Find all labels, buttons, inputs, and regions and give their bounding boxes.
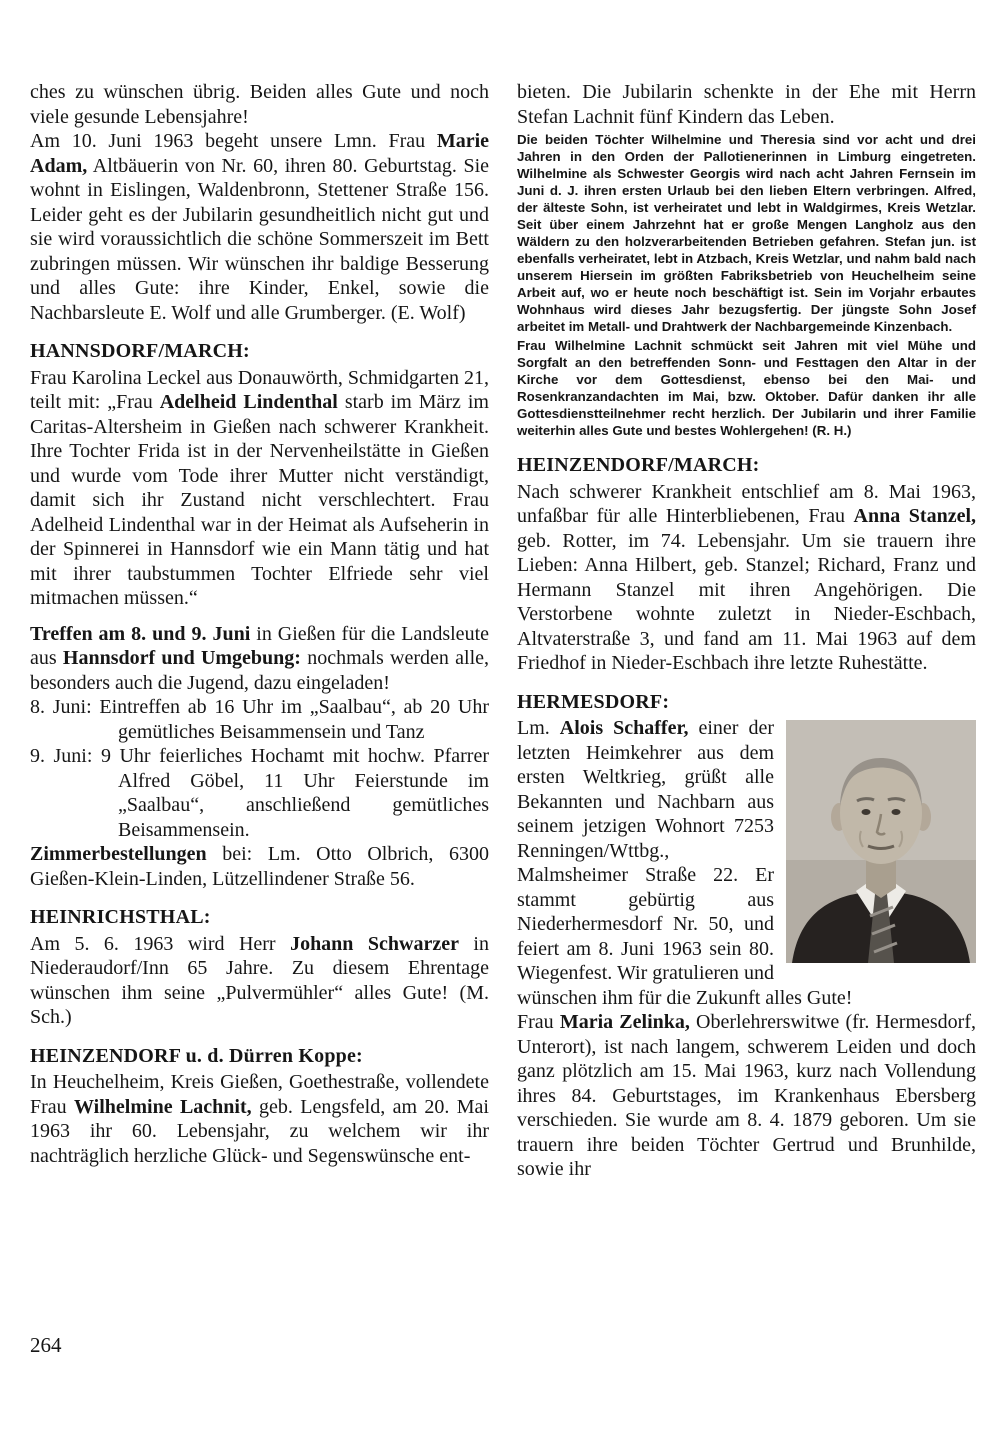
bold-text-run: Hannsdorf und Umgebung: <box>62 647 301 669</box>
text-run: Frau <box>517 1011 560 1033</box>
text-run: Lm. <box>517 717 560 739</box>
schedule-item-9-juni <box>30 744 489 842</box>
paragraph-anna-stanzel <box>517 480 976 676</box>
schedule-item-8-juni <box>30 695 489 744</box>
paragraph-maria-zelinka <box>517 1010 976 1182</box>
paragraph-lachnit-altar <box>517 337 976 439</box>
bold-text-run: HERMESDORF: <box>517 690 670 713</box>
bold-text-run: HANNSDORF/MARCH: <box>30 340 250 362</box>
text-run: Altbäuerin von Nr. 60, ihren 80. Geburtstag. Sie wohnt in Eislingen, Waldenbronn, Stettener Straße 156. Leider geht es der Jubilarin gesundheitlich nicht gut und sie wird voraussichtlich die schöne Sommerszeit im Bett zubringen müssen. Wir wünschen ihr baldige Besserung und alles Gute: ihre Kinder, Enkel, sowie die Nachbarsleute E. Wolf und alle Grumberger. (E. Wolf) <box>30 154 489 324</box>
text-run: Frau Karolina Leckel aus Donauwörth, Schmidgarten 21, teilt mit: „Frau <box>30 366 489 413</box>
elderly-man-portrait-image <box>786 720 976 963</box>
bold-text-run: Zimmerbestellungen <box>30 843 207 865</box>
text-run: Nach schwerer Krankheit entschlief am 8. Mai 1963, unfaßbar für alle Hinterbliebenen, Frau <box>517 480 976 527</box>
text-run: bieten. Die Jubilarin schenkte in der Ehe mit Herrn Stefan Lachnit fünf Kindern das Leben. <box>517 81 976 128</box>
page-number: 264 <box>30 1333 62 1357</box>
bold-text-run: Marie Adam, <box>30 130 489 177</box>
text-run: Am 5. 6. 1963 wird Herr <box>30 932 291 955</box>
bold-text-run: Maria Zelinka, <box>559 1011 690 1033</box>
paragraph-wilhelmine-lachnit <box>30 1070 489 1168</box>
bold-text-run: Anna Stanzel, <box>853 505 977 527</box>
text-run: Die beiden Töchter Wilhelmine und Theresia sind vor acht und drei Jahren in den Orden der Pallotienerinnen in Limburg eingetreten. Wilhelmine als Schwester Georgis wird nach acht Jahren Fernsein im Juni d. J. ihren ersten Urlaub bei den lieben Eltern verbringen. Alfred, der älteste Sohn, ist verheiratet und lebt in Waldgirmes, Kreis Wetzlar. Seit über einem Jahrzehnt hat er große Mengen Langholz aus den Wäldern zu den holzverarbeitenden Betrieben gefahren. Stefan jun. ist ebenfalls verheiratet, lebt in Atzbach, Kreis Wetzlar, und nahm bald nach unserem Hiersein im größten Fabriksbetrieb von Heuchelheim seine Arbeit auf, wo er heute noch beschäftigt ist. Sein im Vorjahr erbautes Wohnhaus wird dieses Jahr bezugsfertig. Der jüngste Sohn Josef arbeitet im Metall- und Drahtwerk der Nachbargemeinde Kinzenbach. <box>517 132 976 334</box>
two-column-layout <box>30 80 976 1182</box>
bold-text-run: HEINZENDORF/MARCH: <box>517 454 760 476</box>
section-heading-hannsdorf-march <box>30 339 489 364</box>
text-run: Frau Wilhelmine Lachnit schmückt seit Jahren mit viel Mühe und Sorgfalt an den betreffenden Sonn- und Festtagen den Altar in der Kirche vor dem Gottesdienst, ebenso bei den Mai- und Rosenkranzandachten im Mai, bzw. Oktober. Dafür danken ihr alle Gottesdienstteilnehmer recht herzlich. Der Jubilarin und ihrer Familie weiterhin alles Gute und bestes Wohlergehen! (R. H.) <box>517 338 976 438</box>
paragraph-continuation <box>30 80 489 129</box>
text-run: in Niederaudorf/Inn 65 Jahre. Zu diesem Ehrentage wünschen ihm seine „Pulvermühler“ alles Gute! (M. Sch.) <box>30 932 489 1028</box>
text-run: starb im März im Caritas-Altersheim in Gießen nach schwerer Krankheit. Ihre Tochter Frida ist in der Nervenheilstätte in Gießen und wurde vom Tode ihrer Mutter nicht verständigt, damit sich ihr Zustand nicht verschlechtert. Frau Adelheid Lindenthal war in der Heimat als Aufseherin in der Spinnerei in Hannsdorf wie ein Mann tätig und hat mit ihrer taubstummen Tochter Elfriede sehr viel mitmachen müssen.“ <box>30 391 489 609</box>
right-column <box>517 80 976 1182</box>
left-column <box>30 80 489 1182</box>
paragraph-johann-schwarzer <box>30 932 489 1030</box>
paragraph-bieten-fortsetzung <box>517 80 976 129</box>
text-run: Oberlehrerswitwe (fr. Hermesdorf, Unterort), ist nach langem, schwerem Leiden und doch ganz plötzlich am 15. Mai 1963, kurz nach Vollendung ihres 84. Geburtstages, im Krankenhaus Ebersberg verschieden. Sie wurde am 8. 4. 1879 geboren. Um sie trauern ihre beiden Töchter Gertrud und Brunhilde, sowie ihr <box>517 1011 977 1180</box>
bold-text-run: HEINRICHSTHAL: <box>30 906 211 928</box>
bold-text-run: Johann Schwarzer <box>290 932 459 955</box>
bold-text-run: Adelheid Lindenthal <box>159 391 338 413</box>
section-heading-heinrichsthal <box>30 905 489 930</box>
section-heading-heinzendorf-march <box>517 453 976 478</box>
text-run: 9. Juni: 9 Uhr feierliches Hochamt mit hochw. Pfarrer Alfred Göbel, 11 Uhr Feierstunde im „Saalbau“, anschließend gemütliches Beisammensein. <box>30 745 489 841</box>
paragraph-zimmerbestellungen <box>30 842 489 891</box>
paragraph-marie-adam <box>30 129 489 325</box>
paragraph-adelheid-lindenthal <box>30 366 489 611</box>
text-run: Am 10. Juni 1963 begeht unsere Lmn. Frau <box>30 130 437 152</box>
bold-text-run: HEINZENDORF u. d. Dürren Koppe: <box>30 1044 363 1067</box>
paragraph-lachnit-familie <box>517 131 976 335</box>
portrait-photo <box>786 720 976 963</box>
bold-text-run: Wilhelmine Lachnit, <box>74 1095 252 1118</box>
text-run: ches zu wünschen übrig. Beiden alles Gute und noch viele gesunde Lebensjahre! <box>30 81 489 128</box>
bold-text-run: Alois Schaffer, <box>559 717 689 739</box>
text-run: 8. Juni: Eintreffen ab 16 Uhr im „Saalbau“, ab 20 Uhr gemütliches Beisammensein und Tanz <box>30 696 489 743</box>
section-heading-hermesdorf <box>517 690 976 715</box>
paragraph-alois-schaffer <box>517 716 976 1010</box>
text-run: bei: Lm. Otto Olbrich, 6300 Gießen-Klein-Linden, Lützellindener Straße 56. <box>30 843 489 890</box>
text-run: geb. Lengsfeld, am 20. Mai 1963 ihr 60. Lebensjahr, zu welchem wir ihr nachträglich herzliche Glück- und Segenswünsche ent- <box>30 1095 489 1167</box>
section-heading-heinzendorf-koppe <box>30 1044 489 1069</box>
text-run: nochmals werden alle, besonders auch die Jugend, dazu eingeladen! <box>30 647 490 694</box>
text-run: einer der letzten Heimkehrer aus dem ersten Weltkrieg, grüßt alle Bekannten und Nachbarn aus seinem jetzigen Wohnort 7253 Renningen/Wttbg., Malmsheimer Straße 22. Er stammt gebürtig aus Niederhermesdorf Nr. 50, und feiert am 8. Juni 1963 sein 80. Wiegenfest. Wir gratulieren und wünschen ihm für die Zukunft alles Gute! <box>517 717 853 1009</box>
text-run: geb. Rotter, im 74. Lebensjahr. Um sie trauern ihre Lieben: Anna Hilbert, geb. Stanzel; Richard, Franz und Hermann Stanzel mit ihren Angehörigen. Die Verstorbene wohnte zuletzt in Nieder-Eschbach, Altvaterstraße 3, und fand am 11. Mai 1963 auf dem Friedhof in Nieder-Eschbach ihre letzte Ruhestätte. <box>517 529 976 674</box>
text-run: in Gießen für die Landsleute aus <box>30 622 489 669</box>
paragraph-treffen-ankuendigung <box>30 622 489 696</box>
text-run: In Heuchelheim, Kreis Gießen, Goethestraße, vollendete Frau <box>30 1071 489 1118</box>
bold-text-run: Treffen am 8. und 9. Juni <box>30 622 251 645</box>
